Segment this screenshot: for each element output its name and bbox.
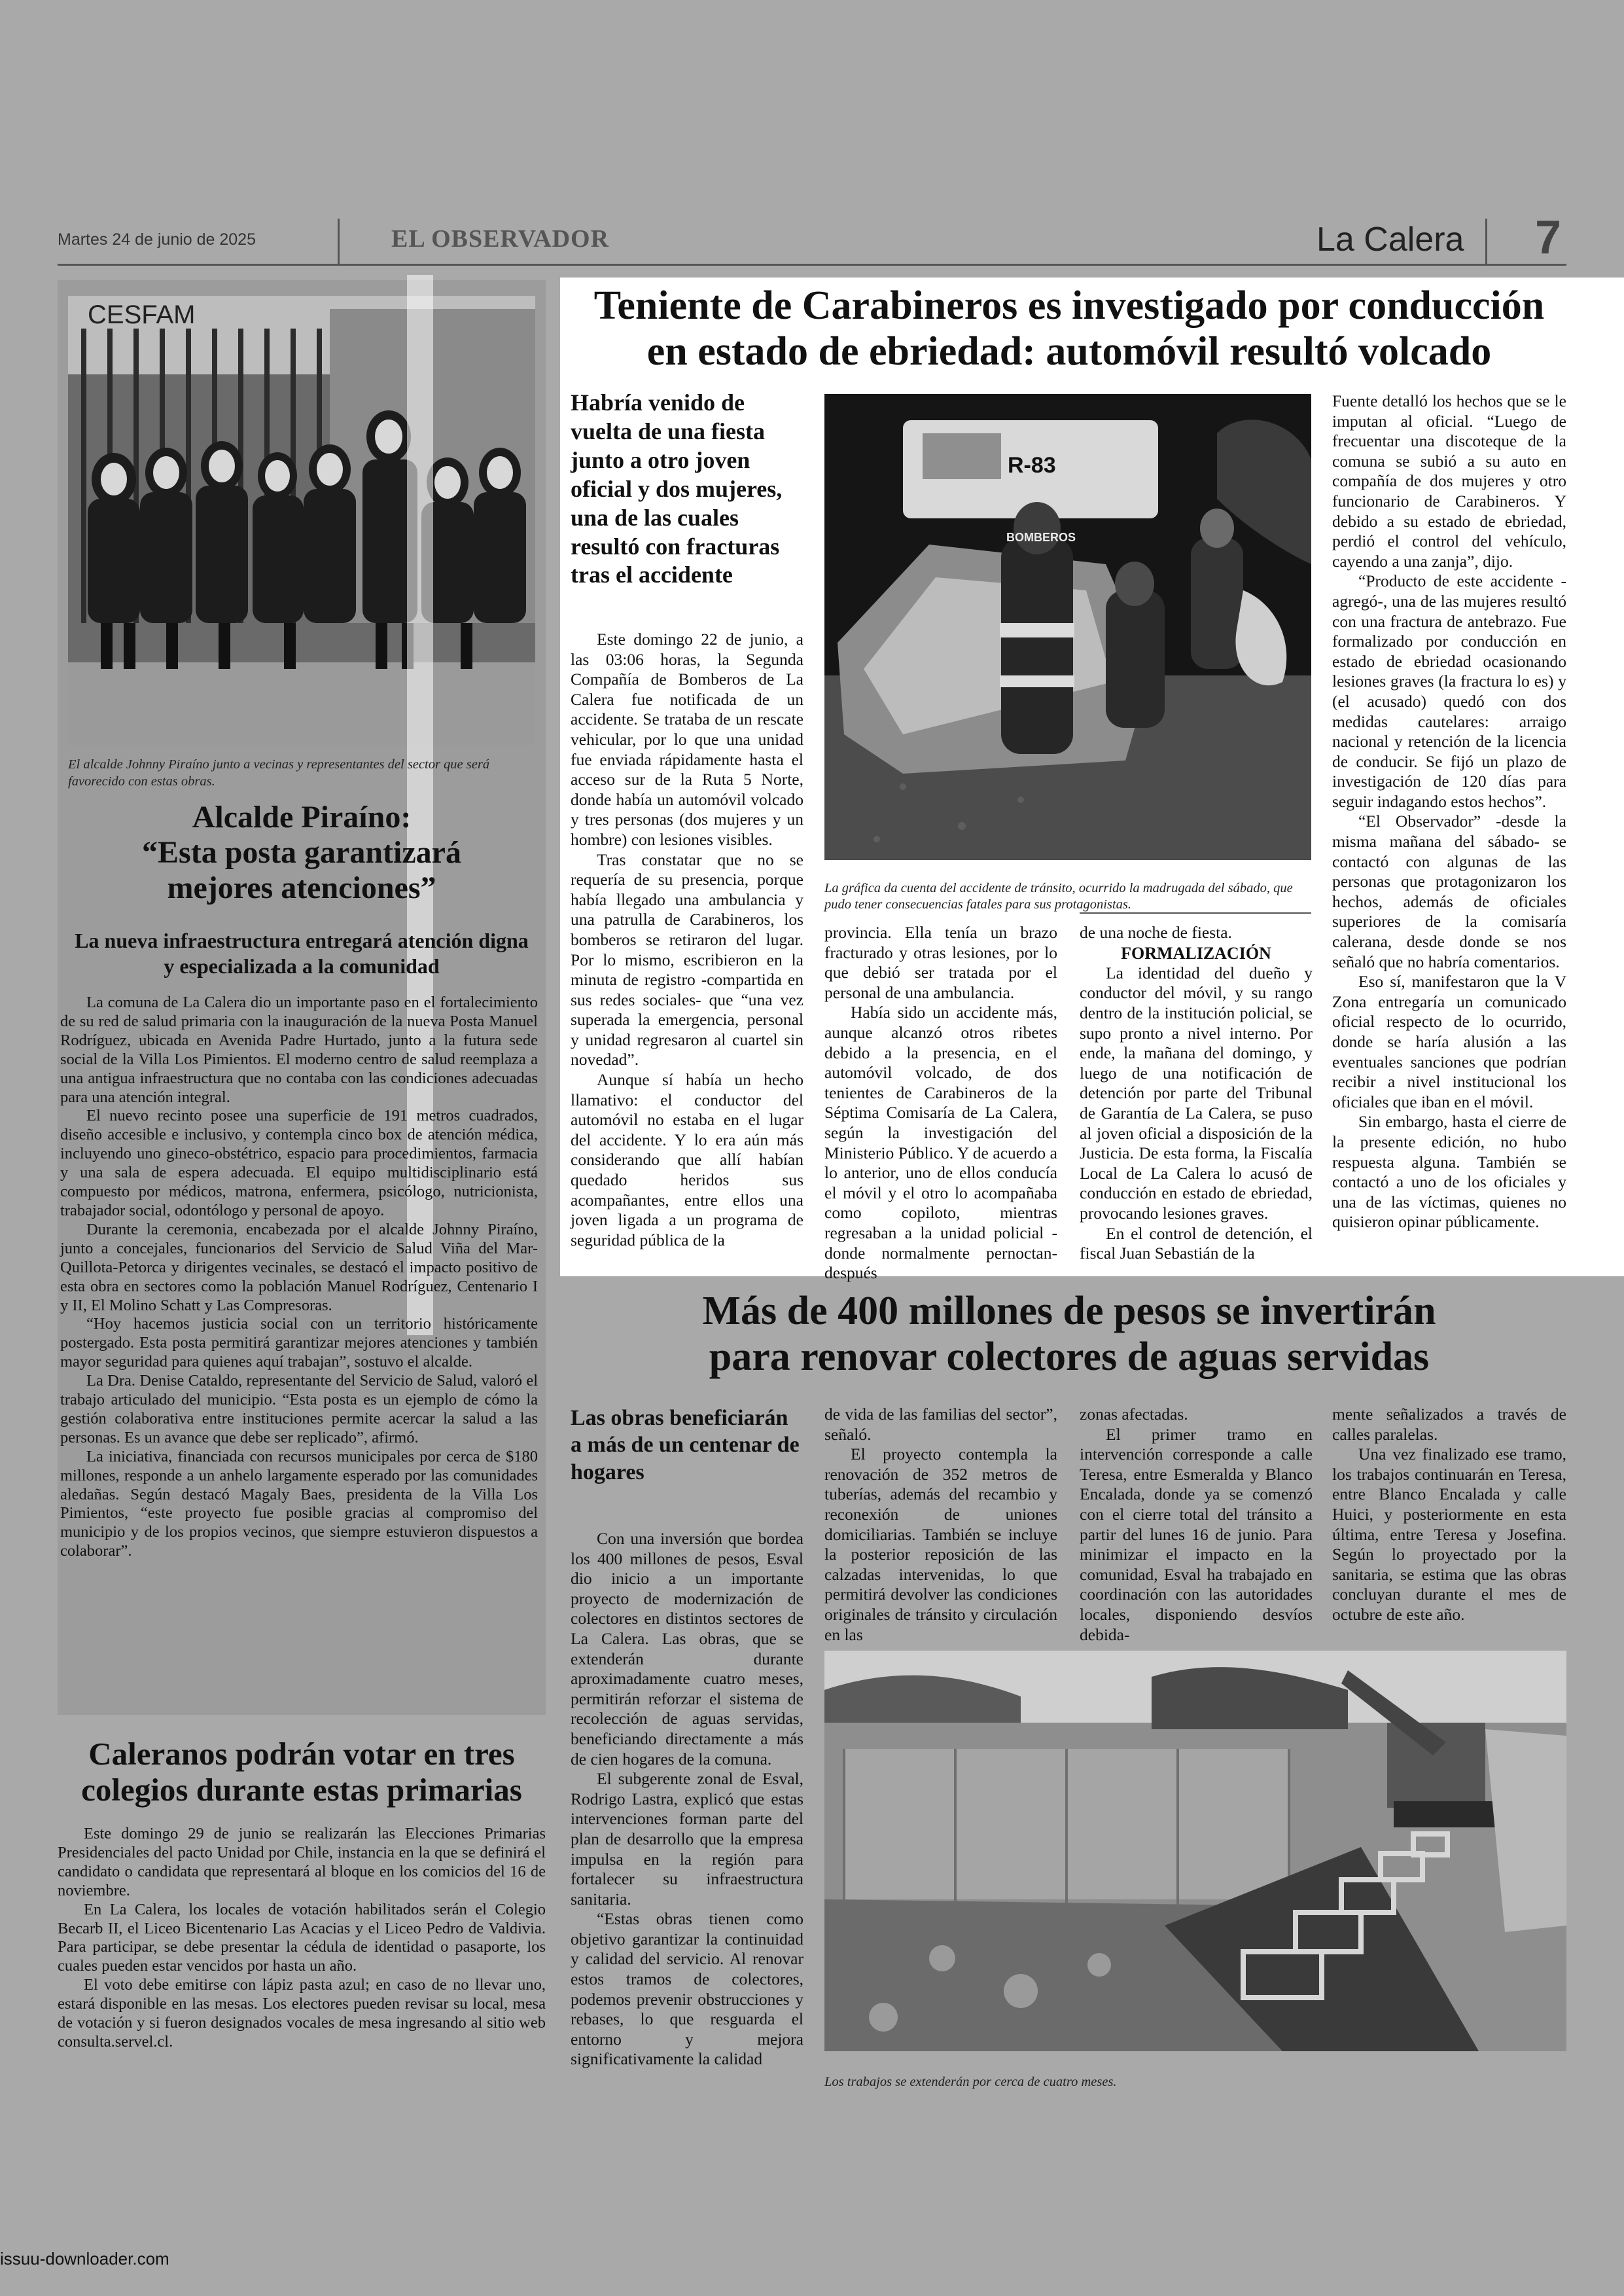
posta-paragraph: La iniciativa, financiada con recursos municipales por cerca de $180 millones, responde a un anhelo largamente esperado por las comunidades aledañas. Según destacó Magaly Baes, presidenta de la Villa Los Pimientos, “este proyecto fue posible gracias al compromiso del municipio y de los propios vecinos, que siempre estuvieron dispuestos a colaborar”. bbox=[60, 1447, 538, 1560]
colectores-col3-lead: zonas afectadas. bbox=[1080, 1405, 1188, 1424]
colectores-column-2 bbox=[824, 1405, 1057, 1645]
teniente-column-4 bbox=[1332, 391, 1566, 1232]
colectores-headline bbox=[560, 1288, 1578, 1380]
posta-headline-line-1: Alcalde Piraíno: bbox=[192, 800, 412, 834]
colectores-column-1 bbox=[571, 1529, 803, 2070]
teniente-col2-paragraph: provincia. Ella tenía un brazo fracturado y otras lesiones, por lo que debió ser tratada por el personal de una ambulancia. bbox=[824, 923, 1057, 1002]
colectores-deck: Las obras beneficiarán a más de un centenar de hogares bbox=[571, 1406, 800, 1484]
teniente-col4-paragraph: Sin embargo, hasta el cierre de la presente edición, no hubo respuesta alguna. También se contactó a uno de los oficiales y una de las víctimas, quienes no quisieron opinar públicamente. bbox=[1332, 1112, 1566, 1232]
teniente-column-2 bbox=[824, 923, 1057, 1283]
teniente-column-3 bbox=[1080, 923, 1313, 1264]
teniente-column-1 bbox=[571, 630, 803, 1250]
colectores-col2-lead: de vida de las familias del sector”, señaló. bbox=[824, 1405, 1057, 1444]
colectores-column-4 bbox=[1332, 1405, 1566, 1625]
posta-subhead: La nueva infraestructura entregará atención digna y especializada a la comunidad bbox=[75, 929, 529, 978]
colectores-col4-paragraph: Una vez finalizado ese tramo, los trabajos continuarán en Teresa, entre Blanco Encalada y calle Huici, y posteriormente en esta última, entre Teresa y Josefina. Según lo proyectado por la sanitaria, se estima que las obras concluyan durante el mes de octubre de este año. bbox=[1332, 1444, 1566, 1624]
posta-paragraph: Durante la ceremonia, encabezada por el alcalde Johnny Piraíno, junto a concejales, funcionarios del Servicio de Salud Viña del Mar-Quillota-Petorca y dirigentes vecinales, se destacó el impacto positivo de esta obra en sectores como la población Manuel Rodríguez, Centenario I y II, El Molino Schatt y Las Compresoras. bbox=[60, 1220, 538, 1314]
masthead-divider-left bbox=[338, 219, 340, 264]
teniente-col4-paragraph: “Producto de este accidente -agregó-, una de las mujeres resultó con una fractura de antebrazo. Fue formalizado por conducción en estado de ebriedad ocasionando lesiones graves (la fractura lo es) y (el acusado) quedó con dos medidas cautelares: arraigo nacional y retención de la licencia de conducir. Se fijó un plazo de investigación de 120 días para seguir indagando estos hechos”. bbox=[1332, 571, 1566, 811]
voto-headline-line-1: Caleranos podrán votar en tres bbox=[88, 1736, 515, 1772]
teniente-col4-paragraph: “El Observador” -desde la misma mañana del sábado- se contactó con algunas de las personas que protagonizaron los hechos, además de oficiales superiores de la comisaría calerana, desde donde se nos señaló que no habría comentarios. bbox=[1332, 812, 1566, 971]
voto-paragraph: En La Calera, los locales de votación habilitados serán el Colegio Becarb II, el Liceo Bicentenario Las Acacias y el Liceo Pedro de Valdivia. Para participar, se debe presentar la cédula de identidad o pasaporte, los cuales pueden estar vencidos por hasta un año. bbox=[58, 1900, 546, 1975]
posta-paragraph: “Hoy hacemos justicia social con un territorio históricamente postergado. Esta posta permitirá garantizar mejores atenciones y también mayor seguridad para quienes aquí trabajan”, sostuvo el alcalde. bbox=[60, 1315, 538, 1371]
posta-paragraph: La Dra. Denise Cataldo, representante del Servicio de Salud, valoró el trabajo articulado del municipio. “Esta posta es un ejemplo de cómo la gestión colaborativa entre instituciones permite acercar la salud a las personas. Es un avance que debe ser replicado”, afirmó. bbox=[60, 1372, 538, 1446]
colectores-col1-paragraph: “Estas obras tienen como objetivo garantizar la continuidad y calidad del servicio. Al renovar estos tramos de colectores, podemos prevenir obstrucciones y rebases, lo que resguarda el entorno y mejora significativamente la calidad bbox=[571, 1909, 803, 2069]
colectores-photo bbox=[824, 1651, 1566, 2051]
teniente-col3-paragraph: La identidad del dueño y conductor del móvil, y su rango dentro de la institución policial, se supo pronto a nivel interno. Por ende, la mañana del domingo, y luego de una notificación de detención por parte del Tribunal de Garantía de La Calera, se puso al joven oficial a disposición de la Justicia. De esta forma, la Fiscalía Local de La Calera lo acusó de conducción en estado de ebriedad, provocando lesiones graves. bbox=[1080, 963, 1313, 1223]
posta-paragraph: El nuevo recinto posee una superficie de 191 metros cuadrados, diseño accesible e inclusivo, y contempla cinco box de atención médica, incluyendo uno gineco-obstétrico, espacio para procedimientos, farmacia y una sala de espera adecuada. El equipo multidisciplinario está compuesto por médicos, matrona, enfermera, psicólogo, nutricionista, trabajador social, odontólogo y personal de apoyo. bbox=[60, 1107, 538, 1219]
voto-headline-line-2: colegios durante estas primarias bbox=[81, 1772, 522, 1808]
teniente-photo-text-1: R-83 bbox=[1008, 453, 1056, 478]
colectores-col4-lead: mente señalizados a través de calles paralelas. bbox=[1332, 1405, 1566, 1444]
posta-caption: El alcalde Johnny Piraíno junto a vecinas y representantes del sector que será favorecido con estas obras. bbox=[68, 757, 490, 789]
teniente-caption-rule bbox=[1080, 912, 1311, 914]
page-number: 7 bbox=[1535, 211, 1562, 264]
section-name: La Calera bbox=[1316, 221, 1464, 259]
teniente-photo-text-2: BOMBEROS bbox=[1006, 531, 1076, 544]
teniente-col1-paragraph: Aunque sí había un hecho llamativo: el conductor del automóvil no estaba en el lugar del accidente. Y lo era aún más considerando que allí habían quedado heridos sus acompañantes, entre ellos una joven ligada a un programa de seguridad pública de la bbox=[571, 1070, 803, 1249]
posta-photo-sign: CESFAM bbox=[88, 300, 196, 329]
teniente-headline bbox=[560, 283, 1578, 374]
masthead-divider-right bbox=[1485, 219, 1487, 264]
colectores-headline-line-2: para renovar colectores de aguas servidas bbox=[709, 1335, 1430, 1380]
teniente-headline-line-2: en estado de ebriedad: automóvil resultó volcado bbox=[646, 329, 1492, 374]
posta-headline-line-2: “Esta posta garantizará bbox=[142, 835, 461, 870]
download-credit: issuu-downloader.com bbox=[0, 2249, 169, 2269]
teniente-col2-paragraph: Había sido un accidente más, aunque alcanzó otros ribetes debido a la presencia, en el automóvil volcado, de dos tenientes de Carabineros de la Séptima Comisaría de La Calera, según la investigación del Ministerio Público. Y de acuerdo a lo anterior, uno de ellos conducía el móvil y el otro lo acompañaba como copiloto, mientras regresaban a la unidad policial -donde normalmente pernoctan- después bbox=[824, 1003, 1057, 1283]
colectores-col3-paragraph: El primer tramo en intervención corresponde a calle Teresa, entre Esmeralda y Blanco Encalada, donde ya se comenzó con el cierre total del tránsito a partir del lunes 16 de junio. Para minimizar el impacto en la comunidad, Esval ha trabajado en coordinación con las autoridades locales, disponiendo desvíos debida- bbox=[1080, 1424, 1313, 1644]
colectores-column-3 bbox=[1080, 1405, 1313, 1645]
teniente-headline-line-1: Teniente de Carabineros es investigado por conducción bbox=[593, 283, 1545, 328]
voto-headline bbox=[58, 1736, 546, 1808]
teniente-deck: Habría venido de vuelta de una fiesta junto a otro joven oficial y dos mujeres, una de las cuales resultó con fracturas tras el accidente bbox=[571, 389, 783, 588]
colectores-caption: Los trabajos se extenderán por cerca de cuatro meses. bbox=[824, 2074, 1117, 2089]
voto-paragraph: Este domingo 29 de junio se realizarán las Elecciones Primarias Presidenciales del pacto Unidad por Chile, instancia en la que se definirá el candidato o candidata que representará al bloque en los comicios del 16 de noviembre. bbox=[58, 1825, 546, 1899]
posta-photo bbox=[68, 296, 535, 745]
teniente-photo bbox=[824, 394, 1311, 860]
voto-paragraph: El voto debe emitirse con lápiz pasta azul; en caso de no llevar uno, estará disponible en las mesas. Los electores pueden revisar su local, mesa de votación y si fueron designados vocales de mesa ingresando al sitio web consulta.servel.cl. bbox=[58, 1976, 546, 2051]
teniente-col4-paragraph: Eso sí, manifestaron que la V Zona entregaría un comunicado oficial respecto de lo ocurrido, donde se haría alusión a las eventuales sanciones que podrían recibir a nivel institucional los oficiales que iban en el móvil. bbox=[1332, 972, 1566, 1111]
posta-paragraph: La comuna de La Calera dio un importante paso en el fortalecimiento de su red de salud primaria con la inauguración de la nueva Posta Manuel Rodríguez, ubicada en Avenida Padre Hurtado, junto a la futura sede social de la Villa Los Pimientos. El moderno centro de salud reemplaza a una antigua infraestructura que no contaba con las condiciones adecuadas para una atención integral. bbox=[60, 994, 538, 1106]
teniente-col3-paragraph: En el control de detención, el fiscal Juan Sebastián de la bbox=[1080, 1223, 1313, 1263]
posta-body bbox=[60, 994, 538, 1561]
newspaper-name: EL OBSERVADOR bbox=[391, 225, 610, 253]
teniente-col4-paragraph: Fuente detalló los hechos que se le imputan al oficial. “Luego de frecuentar una discoteque de la comuna se subió a su auto en compañía de dos mujeres y otro funcionario de Carabineros. Y debido a su estado de ebriedad, perdió el control del vehículo, cayendo a una zanja”, dijo. bbox=[1332, 391, 1566, 571]
teniente-section-title: FORMALIZACIÓN bbox=[1121, 943, 1271, 963]
voto-body bbox=[58, 1825, 546, 2052]
posta-headline-line-3: mejores atenciones” bbox=[167, 870, 436, 906]
colectores-col1-paragraph: El subgerente zonal de Esval, Rodrigo Lastra, explicó que estas intervenciones forman parte del plan de desarrollo que la empresa impulsa en la región para fortalecer su infraestructura sanitaria. bbox=[571, 1769, 803, 1909]
masthead-rule bbox=[58, 264, 1566, 266]
posta-headline bbox=[68, 800, 535, 906]
colectores-col2-paragraph: El proyecto contempla la renovación de 352 metros de tuberías, además del recambio y reconexión de uniones domiciliarias. También se incluye la posterior reposición de las calzadas intervenidas, lo que permitirá devolver las condiciones originales de tránsito y circulación en las bbox=[824, 1444, 1057, 1644]
teniente-col1-paragraph: Tras constatar que no se requería de su presencia, porque había llegado una ambulancia y una patrulla de Carabineros, los bomberos se retiraron del lugar. Por lo mismo, escribieron en la minuta de registro -compartida en sus redes sociales- que “una vez superada la emergencia, personal y unidad regresaron al cuartel sin novedad”. bbox=[571, 850, 803, 1069]
teniente-caption: La gráfica da cuenta del accidente de tránsito, ocurrido la madrugada del sábado, que pudo tener consecuencias fatales para sus protagonistas. bbox=[824, 880, 1293, 912]
teniente-col1-paragraph: Este domingo 22 de junio, a las 03:06 horas, la Segunda Compañía de Bomberos de La Calera fue notificada de un accidente. Se trataba de un rescate vehicular, por lo que una unidad fue enviada rápidamente hasta el acceso sur de la Ruta 5 Norte, donde había un automóvil volcado y tres personas (dos mujeres y un hombre) con lesiones visibles. bbox=[571, 630, 803, 849]
issue-date: Martes 24 de junio de 2025 bbox=[58, 230, 256, 249]
colectores-col1-paragraph: Con una inversión que bordea los 400 millones de pesos, Esval dio inicio a un importante proyecto de modernización de colectores en distintos sectores de La Calera. Las obras, que se extenderán durante aproximadamente cuatro meses, permitirán reforzar el sistema de recolección de aguas servidas, beneficiando directamente a más de cien hogares de la comuna. bbox=[571, 1529, 803, 1768]
teniente-col3-lead: de una noche de fiesta. bbox=[1080, 923, 1232, 942]
colectores-headline-line-1: Más de 400 millones de pesos se invertirán bbox=[702, 1289, 1436, 1333]
